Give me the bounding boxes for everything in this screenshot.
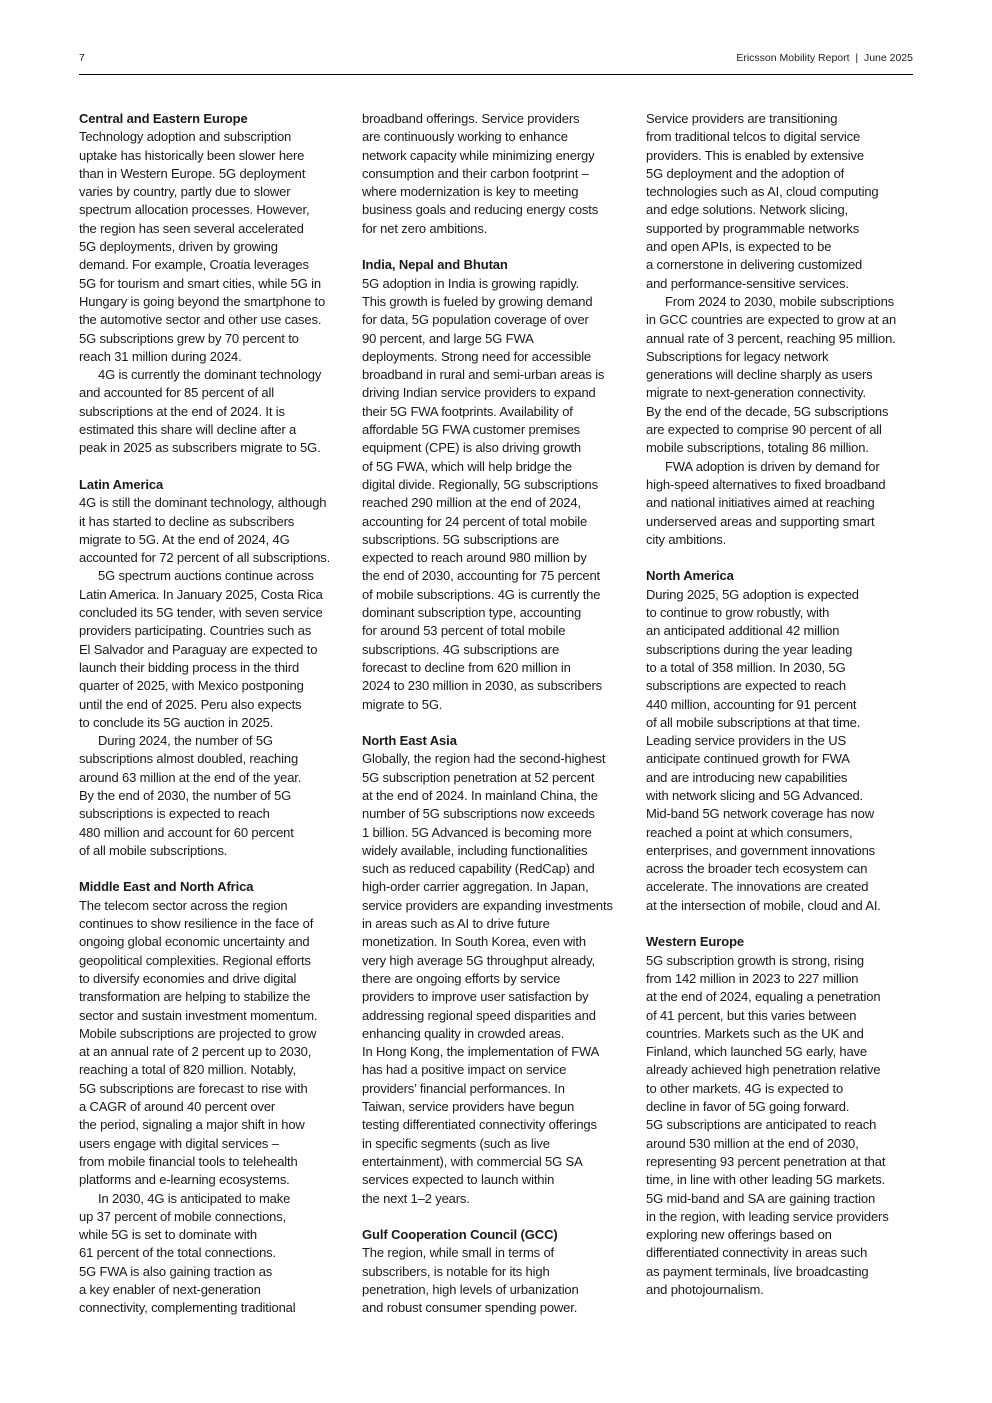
body-text-line: reached 290 million at the end of 2024, bbox=[362, 495, 581, 511]
body-text-line: in the region, with leading service providers bbox=[646, 1208, 889, 1224]
body-text-line: reaching a total of 820 million. Notably, bbox=[79, 1062, 296, 1078]
body-text-line: the end of 2030, accounting for 75 percent bbox=[362, 568, 600, 584]
report-title: Ericsson Mobility Report | June 2025 bbox=[736, 52, 913, 64]
body-text-line: to continue to grow robustly, with bbox=[646, 605, 830, 621]
body-text-line: connectivity, complementing traditional bbox=[79, 1300, 296, 1316]
body-text-line: while 5G is set to dominate with bbox=[79, 1227, 258, 1243]
body-text-line: until the end of 2025. Peru also expects bbox=[79, 696, 302, 712]
body-text-line: Mid-band 5G network coverage has now bbox=[646, 806, 875, 822]
body-text-line: enhancing quality in crowded areas. bbox=[362, 1025, 565, 1041]
body-text-line: widely available, including functionalities bbox=[362, 842, 588, 858]
body-text-line: ongoing global economic uncertainty and bbox=[79, 934, 310, 950]
body-text-line: El Salvador and Paraguay are expected to bbox=[79, 641, 318, 657]
body-text-line: to other markets. 4G is expected to bbox=[646, 1080, 844, 1096]
column-1 bbox=[79, 110, 354, 1336]
body-text-line: a CAGR of around 40 percent over bbox=[79, 1099, 276, 1115]
body-text-line: of all mobile subscriptions at that time. bbox=[646, 714, 861, 730]
body-text-line: Latin America. In January 2025, Costa Rica bbox=[79, 586, 323, 602]
body-text-line: providers participating. Countries such as bbox=[79, 623, 312, 639]
body-text-line: than in Western Europe. 5G deployment bbox=[79, 165, 306, 181]
section-heading: North America bbox=[646, 568, 734, 584]
body-text-line: Technology adoption and subscription bbox=[79, 129, 292, 145]
body-text-line: in areas such as AI to drive future bbox=[362, 916, 550, 932]
body-text-line: of 41 percent, but this varies between bbox=[646, 1007, 857, 1023]
body-text-line: quarter of 2025, with Mexico postponing bbox=[79, 678, 304, 694]
section-heading: North East Asia bbox=[362, 733, 457, 749]
body-text-line: accelerate. The innovations are created bbox=[646, 879, 869, 895]
body-text-line: at an annual rate of 2 percent up to 2030, bbox=[79, 1044, 312, 1060]
body-text-line: very high average 5G throughput already, bbox=[362, 952, 595, 968]
body-text-line: Leading service providers in the US bbox=[646, 733, 846, 749]
body-text-line: and national initiatives aimed at reaching bbox=[646, 495, 875, 511]
body-text-line: 5G deployment and the adoption of bbox=[646, 165, 845, 181]
section-heading: Gulf Cooperation Council (GCC) bbox=[362, 1227, 558, 1243]
body-text-line: Globally, the region had the second-highest bbox=[362, 751, 606, 767]
body-text-line: platforms and e-learning ecosystems. bbox=[79, 1172, 290, 1188]
body-text-line: subscriptions. 5G subscriptions are bbox=[362, 531, 560, 547]
body-text-line: reached a point at which consumers, bbox=[646, 824, 853, 840]
body-text-line: broadband offerings. Service providers bbox=[362, 111, 580, 126]
body-text-line: a cornerstone in delivering customized bbox=[646, 257, 863, 273]
article-section bbox=[362, 732, 637, 1208]
body-text-line: 4G is currently the dominant technology bbox=[98, 367, 322, 383]
body-text-line: deployments. Strong need for accessible bbox=[362, 348, 592, 364]
body-text-line: 90 percent, and large 5G FWA bbox=[362, 330, 534, 346]
body-text-line: 440 million, accounting for 91 percent bbox=[646, 696, 857, 712]
body-text-line: In Hong Kong, the implementation of FWA bbox=[362, 1044, 600, 1060]
body-text-line: high-speed alternatives to fixed broadband bbox=[646, 476, 886, 492]
body-text-line: up 37 percent of mobile connections, bbox=[79, 1208, 287, 1224]
body-text-line: annual rate of 3 percent, reaching 95 million. bbox=[646, 330, 896, 346]
body-text-line: the automotive sector and other use cases. bbox=[79, 312, 322, 328]
body-text-line: uptake has historically been slower here bbox=[79, 147, 305, 163]
body-text-line: from traditional telcos to digital service bbox=[646, 129, 861, 145]
body-text-line: with network slicing and 5G Advanced. bbox=[646, 787, 864, 803]
body-text-line: are expected to comprise 90 percent of all bbox=[646, 422, 882, 438]
body-text-line: 5G FWA is also gaining traction as bbox=[79, 1263, 273, 1279]
body-text-line: Taiwan, service providers have begun bbox=[362, 1099, 575, 1115]
body-text-line: dominant subscription type, accounting bbox=[362, 605, 582, 621]
body-text-line: 5G subscriptions are anticipated to reach bbox=[646, 1117, 877, 1133]
article-section bbox=[79, 476, 354, 860]
body-text-line: from 142 million in 2023 to 227 million bbox=[646, 970, 859, 986]
body-text-line: across the broader tech ecosystem can bbox=[646, 861, 868, 877]
body-text-line: From 2024 to 2030, mobile subscriptions bbox=[665, 293, 894, 309]
body-text-line: geopolitical complexities. Regional efforts bbox=[79, 952, 311, 968]
body-text-line: subscriptions. 4G subscriptions are bbox=[362, 641, 560, 657]
body-text-line: number of 5G subscriptions now exceeds bbox=[362, 806, 595, 822]
body-text-line: During 2024, the number of 5G bbox=[98, 733, 273, 749]
page-number: 7 bbox=[79, 52, 85, 64]
body-text-line: already achieved high penetration relative bbox=[646, 1062, 881, 1078]
body-text-line: subscriptions during the year leading bbox=[646, 641, 853, 657]
body-text-line: Hungary is going beyond the smartphone to bbox=[79, 293, 326, 309]
body-text-line: By the end of 2030, the number of 5G bbox=[79, 787, 292, 803]
section-heading: India, Nepal and Bhutan bbox=[362, 257, 508, 273]
body-text-line: and edge solutions. Network slicing, bbox=[646, 202, 848, 218]
body-text-line: peak in 2025 as subscribers migrate to 5G. bbox=[79, 440, 321, 456]
body-text-line: Mobile subscriptions are projected to grow bbox=[79, 1025, 317, 1041]
column-2 bbox=[362, 110, 637, 1336]
body-text-line: the region has seen several accelerated bbox=[79, 220, 304, 236]
body-text-line: and open APIs, is expected to be bbox=[646, 239, 832, 255]
body-text-line: 5G for tourism and smart cities, while 5G in bbox=[79, 275, 321, 291]
body-text-line: spectrum allocation processes. However, bbox=[79, 202, 310, 218]
body-text-line: sector and sustain investment momentum. bbox=[79, 1007, 318, 1023]
body-text-line: accounting for 24 percent of total mobile bbox=[362, 513, 588, 529]
body-text-line: to diversify economies and drive digital bbox=[79, 970, 297, 986]
body-text-line: 5G mid-band and SA are gaining traction bbox=[646, 1190, 876, 1206]
body-text-line: at the end of 2024. In mainland China, the bbox=[362, 787, 598, 803]
body-text-line: subscriptions at the end of 2024. It is bbox=[79, 403, 285, 419]
body-text-line: at the end of 2024, equaling a penetration bbox=[646, 989, 881, 1005]
body-text-line: subscriptions almost doubled, reaching bbox=[79, 751, 299, 767]
body-text-line: the next 1–2 years. bbox=[362, 1190, 470, 1206]
article-section bbox=[79, 878, 354, 1317]
body-text-line: Finland, which launched 5G early, have bbox=[646, 1044, 867, 1060]
body-text-line: providers. This is enabled by extensive bbox=[646, 147, 864, 163]
body-text-line: differentiated connectivity in areas such bbox=[646, 1245, 868, 1261]
body-text-line: 2024 to 230 million in 2030, as subscribers bbox=[362, 678, 602, 694]
body-text-line: accounted for 72 percent of all subscriptions. bbox=[79, 550, 331, 566]
body-text-line: 5G spectrum auctions continue across bbox=[98, 568, 314, 584]
body-text-line: the period, signaling a major shift in how bbox=[79, 1117, 305, 1133]
body-text-line: where modernization is key to meeting bbox=[362, 184, 579, 200]
body-text-line: as payment terminals, live broadcasting bbox=[646, 1263, 869, 1279]
body-text-line: it has started to decline as subscribers bbox=[79, 513, 295, 529]
article-section bbox=[362, 256, 637, 713]
article-section bbox=[362, 1226, 637, 1317]
body-text-line: an anticipated additional 42 million bbox=[646, 623, 840, 639]
body-text-line: demand. For example, Croatia leverages bbox=[79, 257, 309, 273]
body-text-line: time, in line with other leading 5G markets. bbox=[646, 1172, 886, 1188]
body-text-line: 1 billion. 5G Advanced is becoming more bbox=[362, 824, 592, 840]
body-text-line: estimated this share will decline after a bbox=[79, 422, 297, 438]
article-section bbox=[646, 933, 921, 1299]
body-text-line: FWA adoption is driven by demand for bbox=[665, 458, 880, 474]
body-text-line: 4G is still the dominant technology, although bbox=[79, 495, 327, 511]
body-text-line: The region, while small in terms of bbox=[362, 1245, 554, 1261]
column-3 bbox=[646, 110, 921, 1318]
body-text-line: 5G subscription growth is strong, rising bbox=[646, 952, 864, 968]
body-text-line: enterprises, and government innovations bbox=[646, 842, 876, 858]
body-text-line: around 530 million at the end of 2030, bbox=[646, 1135, 859, 1151]
section-heading: Western Europe bbox=[646, 934, 745, 950]
body-text-line: of mobile subscriptions. 4G is currently the bbox=[362, 586, 601, 602]
body-text-line: there are ongoing efforts by service bbox=[362, 970, 561, 986]
body-text-line: addressing regional speed disparities and bbox=[362, 1007, 596, 1023]
body-text-line: exploring new offerings based on bbox=[646, 1227, 832, 1243]
body-text-line: and photojournalism. bbox=[646, 1282, 764, 1297]
body-text-line: and are introducing new capabilities bbox=[646, 769, 848, 785]
body-text-line: Service providers are transitioning bbox=[646, 111, 838, 126]
body-text-line: varies by country, partly due to slower bbox=[79, 184, 291, 200]
body-text-line: around 63 million at the end of the year. bbox=[79, 769, 302, 785]
body-text-line: business goals and reducing energy costs bbox=[362, 202, 599, 218]
article-section bbox=[646, 110, 921, 549]
body-text-line: driving Indian service providers to expand bbox=[362, 385, 596, 401]
body-text-line: city ambitions. bbox=[646, 531, 727, 547]
body-text-line: and performance-sensitive services. bbox=[646, 275, 849, 291]
body-text-line: By the end of the decade, 5G subscriptions bbox=[646, 403, 889, 419]
body-text-line: 480 million and account for 60 percent bbox=[79, 824, 294, 840]
body-text-line: migrate to 5G. At the end of 2024, 4G bbox=[79, 531, 290, 547]
body-text-line: for data, 5G population coverage of over bbox=[362, 312, 589, 328]
body-text-line: monetization. In South Korea, even with bbox=[362, 934, 586, 950]
page-header bbox=[79, 52, 913, 68]
body-text-line: users engage with digital services – bbox=[79, 1135, 279, 1151]
body-text-line: migrate to 5G. bbox=[362, 696, 443, 712]
body-text-line: countries. Markets such as the UK and bbox=[646, 1025, 864, 1041]
body-text-line: consumption and their carbon footprint – bbox=[362, 165, 589, 181]
body-text-line: in GCC countries are expected to grow at an bbox=[646, 312, 897, 328]
body-text-line: decline in favor of 5G going forward. bbox=[646, 1099, 850, 1115]
body-text-line: technologies such as AI, cloud computing bbox=[646, 184, 879, 200]
body-text-line: of 5G FWA, which will help bridge the bbox=[362, 458, 573, 474]
body-text-line: 5G deployments, driven by growing bbox=[79, 239, 278, 255]
body-text-line: expected to reach around 980 million by bbox=[362, 550, 587, 566]
body-text-line: underserved areas and supporting smart bbox=[646, 513, 875, 529]
body-text-line: network capacity while minimizing energy bbox=[362, 147, 595, 163]
body-text-line: concluded its 5G tender, with seven service bbox=[79, 605, 323, 621]
body-text-line: continues to show resilience in the face of bbox=[79, 916, 314, 932]
body-text-line: mobile subscriptions, totaling 86 million. bbox=[646, 440, 869, 456]
body-text-line: subscribers, is notable for its high bbox=[362, 1263, 550, 1279]
body-text-line: 61 percent of the total connections. bbox=[79, 1245, 276, 1261]
body-text-line: This growth is fueled by growing demand bbox=[362, 293, 593, 309]
body-text-line: launch their bidding process in the third bbox=[79, 659, 300, 675]
article-section bbox=[646, 567, 921, 915]
body-text-line: such as reduced capability (RedCap) and bbox=[362, 861, 595, 877]
body-text-line: has had a positive impact on service bbox=[362, 1062, 567, 1078]
body-text-line: in specific segments (such as live bbox=[362, 1135, 550, 1151]
body-text-line: migrate to next-generation connectivity. bbox=[646, 385, 866, 401]
body-text-line: of all mobile subscriptions. bbox=[79, 842, 228, 858]
body-text-line: During 2025, 5G adoption is expected bbox=[646, 586, 859, 602]
body-text-line: at the intersection of mobile, cloud and AI. bbox=[646, 897, 881, 913]
body-text-line: providers to improve user satisfaction by bbox=[362, 989, 589, 1005]
body-text-line: and robust consumer spending power. bbox=[362, 1300, 578, 1316]
article-section bbox=[362, 110, 637, 238]
section-heading: Latin America bbox=[79, 476, 164, 492]
body-text-line: service providers are expanding investments bbox=[362, 897, 613, 913]
body-text-line: for around 53 percent of total mobile bbox=[362, 623, 566, 639]
body-text-line: 5G subscription penetration at 52 percent bbox=[362, 769, 595, 785]
body-text-line: subscriptions is expected to reach bbox=[79, 806, 270, 822]
body-text-line: high-order carrier aggregation. In Japan, bbox=[362, 879, 589, 895]
body-text-line: affordable 5G FWA customer premises bbox=[362, 422, 581, 438]
body-text-line: reach 31 million during 2024. bbox=[79, 348, 242, 364]
body-text-line: entertainment), with commercial 5G SA bbox=[362, 1153, 583, 1169]
header-divider bbox=[79, 74, 913, 75]
body-text-line: broadband in rural and semi-urban areas is bbox=[362, 367, 605, 383]
body-text-line: testing differentiated connectivity offerings bbox=[362, 1117, 597, 1133]
body-text-line: In 2030, 4G is anticipated to make bbox=[98, 1190, 291, 1206]
body-text-line: Subscriptions for legacy network bbox=[646, 348, 829, 364]
body-text-line: generations will decline sharply as users bbox=[646, 367, 873, 383]
body-text-line: a key enabler of next-generation bbox=[79, 1282, 261, 1297]
article-section bbox=[79, 110, 354, 458]
body-text-line: their 5G FWA footprints. Availability of bbox=[362, 403, 573, 419]
body-text-line: to conclude its 5G auction in 2025. bbox=[79, 714, 274, 730]
body-text-line: penetration, high levels of urbanization bbox=[362, 1282, 579, 1297]
body-text-line: from mobile financial tools to telehealth bbox=[79, 1153, 298, 1169]
body-text-line: 5G subscriptions are forecast to rise with bbox=[79, 1080, 308, 1096]
body-text-line: services expected to launch within bbox=[362, 1172, 555, 1188]
body-text-line: anticipate continued growth for FWA bbox=[646, 751, 850, 767]
body-text-line: for net zero ambitions. bbox=[362, 220, 488, 236]
body-text-line: 5G subscriptions grew by 70 percent to bbox=[79, 330, 299, 346]
section-heading: Central and Eastern Europe bbox=[79, 111, 248, 126]
section-heading: Middle East and North Africa bbox=[79, 879, 254, 895]
body-text-line: representing 93 percent penetration at that bbox=[646, 1153, 886, 1169]
body-text-line: providers’ financial performances. In bbox=[362, 1080, 565, 1096]
body-text-line: digital divide. Regionally, 5G subscriptions bbox=[362, 476, 598, 492]
body-text-line: 5G adoption in India is growing rapidly. bbox=[362, 275, 580, 291]
body-text-line: supported by programmable networks bbox=[646, 220, 860, 236]
body-text-line: are continuously working to enhance bbox=[362, 129, 568, 145]
body-text-line: subscriptions are expected to reach bbox=[646, 678, 846, 694]
body-text-line: to a total of 358 million. In 2030, 5G bbox=[646, 659, 846, 675]
body-text-line: The telecom sector across the region bbox=[79, 897, 288, 913]
body-text-line: transformation are helping to stabilize the bbox=[79, 989, 311, 1005]
body-text-line: and accounted for 85 percent of all bbox=[79, 385, 274, 401]
body-text-line: forecast to decline from 620 million in bbox=[362, 659, 571, 675]
body-text-line: equipment (CPE) is also driving growth bbox=[362, 440, 582, 456]
